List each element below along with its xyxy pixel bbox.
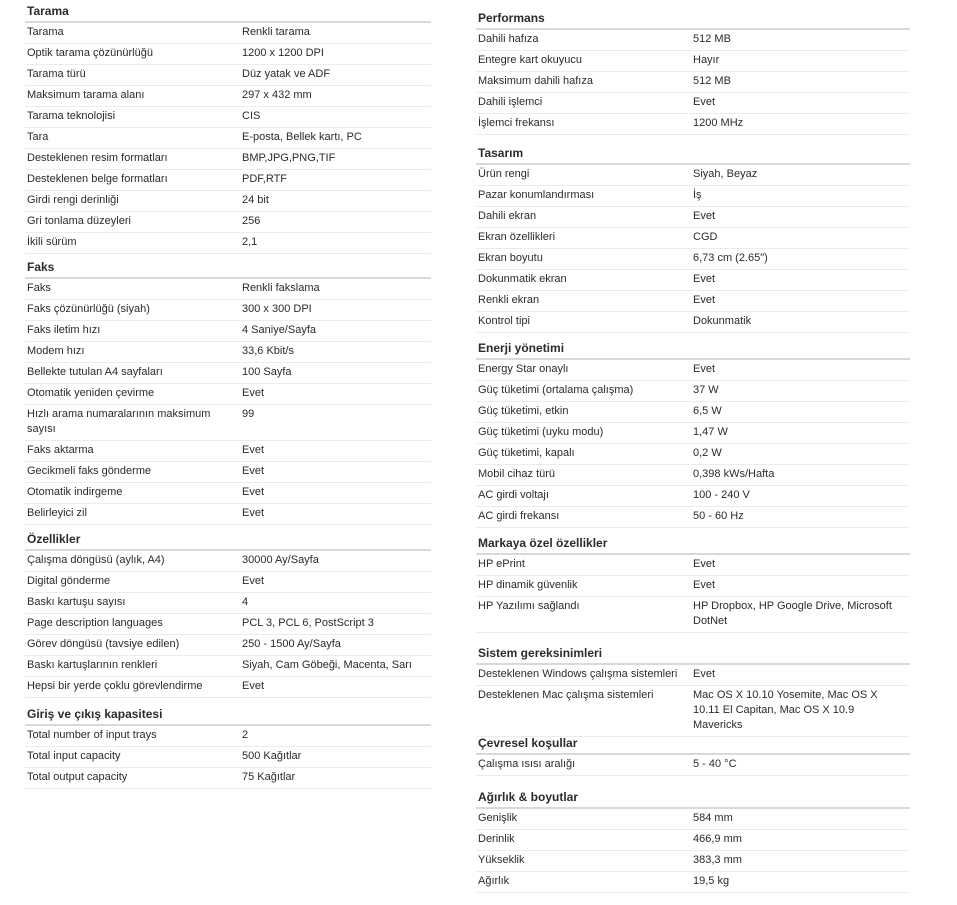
spec-value: 1200 x 1200 DPI [242, 47, 324, 59]
spec-label: Page description languages [27, 617, 163, 629]
section-giris-ve-cikis-kapasitesi [25, 707, 431, 789]
spec-row [476, 465, 910, 486]
spec-value: 5 - 40 °C [693, 758, 737, 770]
spec-row [476, 228, 910, 249]
spec-value: Evet [693, 668, 716, 680]
spec-value: 2,1 [242, 236, 258, 248]
spec-label: Total number of input trays [27, 729, 157, 741]
spec-label: Dokunmatik ekran [478, 273, 567, 285]
spec-label: Desteklenen Mac çalışma sistemleri [478, 689, 654, 701]
spec-value: HP Dropbox, HP Google Drive, Microsoft DotNet [693, 600, 892, 627]
spec-label: Maksimum dahili hafıza [478, 75, 593, 87]
spec-label: İkili sürüm [27, 236, 77, 248]
spec-label: Baskı kartuşu sayısı [27, 596, 126, 608]
section-title: Tasarım [476, 146, 910, 165]
spec-row [25, 384, 431, 405]
spec-value: Evet [693, 363, 716, 375]
spec-value: Mac OS X 10.10 Yosemite, Mac OS X 10.11 El Capitan, Mac OS X 10.9 Mavericks [693, 689, 878, 731]
spec-value: Hayır [693, 54, 720, 66]
spec-label: AC girdi voltajı [478, 489, 549, 501]
spec-label: Entegre kart okuyucu [478, 54, 582, 66]
spec-row [25, 149, 431, 170]
spec-value: 100 - 240 V [693, 489, 750, 501]
spec-row [25, 656, 431, 677]
spec-value: Evet [242, 575, 265, 587]
spec-label: Güç tüketimi, etkin [478, 405, 569, 417]
spec-row [476, 830, 910, 851]
spec-row [476, 93, 910, 114]
spec-row [476, 755, 910, 776]
spec-value: Renkli fakslama [242, 282, 320, 294]
section-title: Enerji yönetimi [476, 341, 910, 360]
spec-label: Tarama türü [27, 68, 86, 80]
spec-label: Genişlik [478, 812, 518, 824]
spec-row [476, 30, 910, 51]
spec-label: Mobil cihaz türü [478, 468, 556, 480]
section-performans [476, 11, 910, 135]
spec-label: Modem hızı [27, 345, 85, 357]
spec-value: 37 W [693, 384, 719, 396]
spec-value: 6,73 cm (2.65") [693, 252, 768, 264]
spec-row [25, 405, 431, 441]
spec-row [476, 576, 910, 597]
spec-label: Ağırlık [478, 875, 510, 887]
spec-label: Hepsi bir yerde çoklu görevlendirme [27, 680, 203, 692]
spec-row [25, 635, 431, 656]
spec-label: Gecikmeli faks gönderme [27, 465, 152, 477]
spec-row [25, 212, 431, 233]
spec-value: Evet [242, 680, 265, 692]
spec-row [25, 726, 431, 747]
spec-row [25, 551, 431, 572]
spec-row [25, 342, 431, 363]
spec-value: 256 [242, 215, 261, 227]
spec-label: Dahili ekran [478, 210, 537, 222]
spec-value: 4 [242, 596, 249, 608]
spec-value: BMP,JPG,PNG,TIF [242, 152, 336, 164]
spec-row [476, 665, 910, 686]
spec-value: CIS [242, 110, 261, 122]
spec-label: Çalışma ısısı aralığı [478, 758, 576, 770]
spec-label: Çalışma döngüsü (aylık, A4) [27, 554, 165, 566]
spec-row [25, 593, 431, 614]
section-title: Özellikler [25, 532, 431, 551]
spec-label: Tara [27, 131, 49, 143]
spec-label: Bellekte tutulan A4 sayfaları [27, 366, 163, 378]
section-enerji-yonetimi [476, 341, 910, 528]
spec-label: Pazar konumlandırması [478, 189, 595, 201]
section-title: Markaya özel özellikler [476, 536, 910, 555]
spec-value: 300 x 300 DPI [242, 303, 312, 315]
spec-label: Ürün rengi [478, 168, 530, 180]
spec-value: Evet [693, 96, 716, 108]
spec-row [25, 107, 431, 128]
spec-value: Siyah, Cam Göbeği, Macenta, Sarı [242, 659, 412, 671]
spec-row [25, 462, 431, 483]
spec-row [476, 114, 910, 135]
spec-row [25, 363, 431, 384]
spec-value: 24 bit [242, 194, 269, 206]
section-tarama [25, 4, 431, 254]
spec-value: 250 - 1500 Ay/Sayfa [242, 638, 341, 650]
spec-row [476, 51, 910, 72]
spec-label: İşlemci frekansı [478, 117, 555, 129]
spec-value: 99 [242, 408, 255, 420]
spec-row [25, 191, 431, 212]
spec-value: 297 x 432 mm [242, 89, 312, 101]
spec-label: Total input capacity [27, 750, 121, 762]
spec-label: HP ePrint [478, 558, 525, 570]
spec-value: Evet [242, 444, 265, 456]
spec-row [476, 270, 910, 291]
spec-value: 4 Saniye/Sayfa [242, 324, 316, 336]
spec-label: Hızlı arama numaralarının maksimum sayısı [27, 408, 211, 435]
spec-row [476, 872, 910, 893]
spec-value: 19,5 kg [693, 875, 730, 887]
spec-row [25, 86, 431, 107]
spec-row [25, 441, 431, 462]
spec-label: HP Yazılımı sağlandı [478, 600, 580, 612]
spec-row [25, 23, 431, 44]
spec-row [476, 165, 910, 186]
spec-label: Faks çözünürlüğü (siyah) [27, 303, 150, 315]
spec-row [476, 423, 910, 444]
spec-row [25, 300, 431, 321]
spec-row [25, 677, 431, 698]
spec-row [25, 44, 431, 65]
spec-label: Güç tüketimi, kapalı [478, 447, 575, 459]
spec-label: Güç tüketimi (ortalama çalışma) [478, 384, 634, 396]
spec-value: 1,47 W [693, 426, 728, 438]
spec-value: PCL 3, PCL 6, PostScript 3 [242, 617, 374, 629]
spec-row [25, 768, 431, 789]
section-title: Çevresel koşullar [476, 736, 910, 755]
spec-value: 75 Kağıtlar [242, 771, 296, 783]
spec-value: Evet [693, 579, 716, 591]
spec-label: Yükseklik [478, 854, 525, 866]
spec-label: Dahili hafıza [478, 33, 539, 45]
spec-row [476, 291, 910, 312]
spec-row [25, 483, 431, 504]
spec-label: Desteklenen belge formatları [27, 173, 168, 185]
spec-value: 466,9 mm [693, 833, 742, 845]
spec-label: Desteklenen Windows çalışma sistemleri [478, 668, 678, 680]
spec-row [476, 507, 910, 528]
spec-label: Digital gönderme [27, 575, 111, 587]
spec-label: Gri tonlama düzeyleri [27, 215, 131, 227]
section-title: Performans [476, 11, 910, 30]
spec-value: 383,3 mm [693, 854, 742, 866]
spec-value: Renkli tarama [242, 26, 310, 38]
spec-label: Ekran boyutu [478, 252, 543, 264]
spec-row [476, 486, 910, 507]
spec-value: 0,2 W [693, 447, 722, 459]
spec-label: Güç tüketimi (uyku modu) [478, 426, 604, 438]
section-title: Tarama [25, 4, 431, 23]
spec-row [476, 686, 910, 737]
spec-label: Otomatik indirgeme [27, 486, 123, 498]
spec-value: Evet [242, 465, 265, 477]
spec-row [476, 381, 910, 402]
spec-label: AC girdi frekansı [478, 510, 560, 522]
spec-value: Düz yatak ve ADF [242, 68, 331, 80]
spec-row [25, 504, 431, 525]
spec-label: Faks aktarma [27, 444, 94, 456]
spec-row [476, 402, 910, 423]
spec-value: PDF,RTF [242, 173, 288, 185]
spec-value: Evet [242, 486, 265, 498]
section-faks [25, 260, 431, 525]
spec-label: Derinlik [478, 833, 515, 845]
spec-label: Tarama [27, 26, 64, 38]
spec-row [25, 233, 431, 254]
spec-row [476, 555, 910, 576]
section-tasarim [476, 146, 910, 333]
spec-row [476, 312, 910, 333]
spec-value: Evet [693, 273, 716, 285]
spec-value: Evet [693, 558, 716, 570]
spec-value: 0,398 kWs/Hafta [693, 468, 775, 480]
spec-row [25, 65, 431, 86]
spec-label: Tarama teknolojisi [27, 110, 116, 122]
spec-value: Siyah, Beyaz [693, 168, 758, 180]
spec-row [476, 444, 910, 465]
section-cevresel-kosullar [476, 736, 910, 776]
spec-row [476, 809, 910, 830]
spec-value: E-posta, Bellek kartı, PC [242, 131, 362, 143]
spec-row [476, 186, 910, 207]
spec-value: Evet [693, 294, 716, 306]
spec-value: CGD [693, 231, 718, 243]
spec-label: Optik tarama çözünürlüğü [27, 47, 153, 59]
spec-label: HP dinamik güvenlik [478, 579, 578, 591]
spec-label: Total output capacity [27, 771, 128, 783]
spec-label: Faks iletim hızı [27, 324, 101, 336]
spec-value: 584 mm [693, 812, 733, 824]
spec-row [25, 128, 431, 149]
spec-label: Belirleyici zil [27, 507, 87, 519]
spec-row [476, 851, 910, 872]
spec-value: Dokunmatik [693, 315, 752, 327]
spec-label: Girdi rengi derinliği [27, 194, 119, 206]
spec-row [476, 360, 910, 381]
spec-label: Ekran özellikleri [478, 231, 556, 243]
spec-label: Faks [27, 282, 51, 294]
spec-value: 512 MB [693, 33, 731, 45]
section-sistem-gereksinimleri [476, 646, 910, 737]
spec-label: Kontrol tipi [478, 315, 530, 327]
spec-value: Evet [242, 387, 265, 399]
spec-value: İş [693, 189, 702, 201]
section-title: Sistem gereksinimleri [476, 646, 910, 665]
spec-value: 33,6 Kbit/s [242, 345, 294, 357]
spec-row [476, 597, 910, 633]
spec-label: Baskı kartuşlarının renkleri [27, 659, 158, 671]
spec-row [25, 614, 431, 635]
section-title: Ağırlık & boyutlar [476, 790, 910, 809]
spec-row [25, 279, 431, 300]
spec-value: 30000 Ay/Sayfa [242, 554, 319, 566]
spec-value: Evet [693, 210, 716, 222]
spec-label: Dahili işlemci [478, 96, 543, 108]
spec-label: Renkli ekran [478, 294, 540, 306]
spec-value: 512 MB [693, 75, 731, 87]
spec-label: Desteklenen resim formatları [27, 152, 168, 164]
spec-row [25, 747, 431, 768]
spec-value: 50 - 60 Hz [693, 510, 744, 522]
spec-value: 6,5 W [693, 405, 722, 417]
spec-row [476, 207, 910, 228]
spec-row [25, 572, 431, 593]
spec-value: 100 Sayfa [242, 366, 292, 378]
spec-label: Maksimum tarama alanı [27, 89, 145, 101]
spec-value: 500 Kağıtlar [242, 750, 302, 762]
spec-row [25, 170, 431, 191]
spec-label: Otomatik yeniden çevirme [27, 387, 155, 399]
spec-label: Energy Star onaylı [478, 363, 569, 375]
section-agirlik-boyutlar [476, 790, 910, 893]
spec-value: Evet [242, 507, 265, 519]
section-title: Giriş ve çıkış kapasitesi [25, 707, 431, 726]
section-markaya-ozel-ozellikler [476, 536, 910, 633]
spec-value: 2 [242, 729, 249, 741]
spec-label: Görev döngüsü (tavsiye edilen) [27, 638, 180, 650]
spec-row [476, 72, 910, 93]
section-ozellikler [25, 532, 431, 698]
spec-row [25, 321, 431, 342]
section-title: Faks [25, 260, 431, 279]
spec-row [476, 249, 910, 270]
spec-value: 1200 MHz [693, 117, 744, 129]
